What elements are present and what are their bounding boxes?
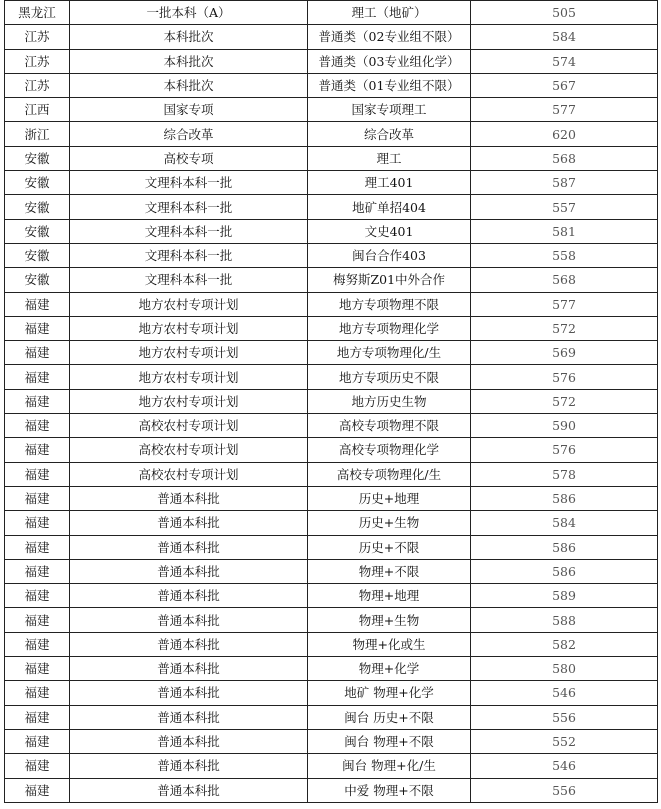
province-cell: 安徽 (5, 219, 70, 243)
score-cell: 546 (471, 681, 658, 705)
table-row (5, 414, 658, 438)
province-cell: 江苏 (5, 49, 70, 73)
category-cell: 高校专项物理不限 (308, 414, 471, 438)
score-cell: 578 (471, 462, 658, 486)
score-cell: 590 (471, 414, 658, 438)
admission-score-table (4, 0, 658, 803)
batch-cell: 文理科本科一批 (70, 268, 308, 292)
batch-cell: 普通本科批 (70, 559, 308, 583)
category-cell: 地方历史生物 (308, 389, 471, 413)
score-cell: 569 (471, 341, 658, 365)
score-cell: 568 (471, 268, 658, 292)
province-cell: 安徽 (5, 243, 70, 267)
category-cell: 国家专项理工 (308, 98, 471, 122)
score-cell: 505 (471, 1, 658, 25)
table-row (5, 171, 658, 195)
category-cell: 综合改革 (308, 122, 471, 146)
score-cell: 568 (471, 146, 658, 170)
province-cell: 福建 (5, 729, 70, 753)
batch-cell: 一批本科（A） (70, 1, 308, 25)
table-row (5, 98, 658, 122)
table-row (5, 608, 658, 632)
category-cell: 梅努斯Z01中外合作 (308, 268, 471, 292)
province-cell: 福建 (5, 389, 70, 413)
table-row (5, 584, 658, 608)
category-cell: 文史401 (308, 219, 471, 243)
category-cell: 普通类（03专业组化学） (308, 49, 471, 73)
category-cell: 理工（地矿） (308, 1, 471, 25)
category-cell: 闽台 历史+不限 (308, 705, 471, 729)
table-row (5, 486, 658, 510)
table-row (5, 316, 658, 340)
table-row (5, 146, 658, 170)
category-cell: 地方专项物理化学 (308, 316, 471, 340)
score-cell: 587 (471, 171, 658, 195)
table-row (5, 754, 658, 778)
province-cell: 江苏 (5, 25, 70, 49)
score-cell: 582 (471, 632, 658, 656)
table-row (5, 268, 658, 292)
batch-cell: 普通本科批 (70, 486, 308, 510)
category-cell: 物理+生物 (308, 608, 471, 632)
score-cell: 580 (471, 657, 658, 681)
province-cell: 安徽 (5, 171, 70, 195)
category-cell: 理工401 (308, 171, 471, 195)
province-cell: 福建 (5, 535, 70, 559)
category-cell: 物理+不限 (308, 559, 471, 583)
province-cell: 浙江 (5, 122, 70, 146)
category-cell: 历史+生物 (308, 511, 471, 535)
batch-cell: 普通本科批 (70, 632, 308, 656)
table-row (5, 25, 658, 49)
category-cell: 普通类（01专业组不限） (308, 73, 471, 97)
province-cell: 江西 (5, 98, 70, 122)
batch-cell: 文理科本科一批 (70, 195, 308, 219)
table-row (5, 122, 658, 146)
batch-cell: 地方农村专项计划 (70, 341, 308, 365)
batch-cell: 地方农村专项计划 (70, 389, 308, 413)
score-cell: 576 (471, 365, 658, 389)
table-row (5, 657, 658, 681)
batch-cell: 高校专项 (70, 146, 308, 170)
province-cell: 福建 (5, 681, 70, 705)
table-row (5, 1, 658, 25)
category-cell: 闽台合作403 (308, 243, 471, 267)
batch-cell: 地方农村专项计划 (70, 365, 308, 389)
category-cell: 地方专项历史不限 (308, 365, 471, 389)
score-cell: 546 (471, 754, 658, 778)
batch-cell: 普通本科批 (70, 754, 308, 778)
batch-cell: 地方农村专项计划 (70, 292, 308, 316)
province-cell: 福建 (5, 316, 70, 340)
province-cell: 福建 (5, 365, 70, 389)
table-row (5, 681, 658, 705)
category-cell: 高校专项物理化/生 (308, 462, 471, 486)
batch-cell: 普通本科批 (70, 778, 308, 802)
score-cell: 552 (471, 729, 658, 753)
category-cell: 地方专项物理不限 (308, 292, 471, 316)
score-cell: 584 (471, 511, 658, 535)
province-cell: 安徽 (5, 146, 70, 170)
batch-cell: 普通本科批 (70, 681, 308, 705)
table-row (5, 559, 658, 583)
batch-cell: 普通本科批 (70, 535, 308, 559)
province-cell: 福建 (5, 292, 70, 316)
province-cell: 江苏 (5, 73, 70, 97)
score-cell: 556 (471, 778, 658, 802)
score-cell: 589 (471, 584, 658, 608)
batch-cell: 普通本科批 (70, 729, 308, 753)
province-cell: 福建 (5, 486, 70, 510)
score-cell: 577 (471, 292, 658, 316)
batch-cell: 高校农村专项计划 (70, 462, 308, 486)
batch-cell: 普通本科批 (70, 657, 308, 681)
table-row (5, 389, 658, 413)
province-cell: 福建 (5, 414, 70, 438)
batch-cell: 普通本科批 (70, 705, 308, 729)
category-cell: 理工 (308, 146, 471, 170)
category-cell: 历史+不限 (308, 535, 471, 559)
batch-cell: 普通本科批 (70, 584, 308, 608)
table-row (5, 341, 658, 365)
table-row (5, 729, 658, 753)
score-cell: 576 (471, 438, 658, 462)
batch-cell: 本科批次 (70, 49, 308, 73)
batch-cell: 文理科本科一批 (70, 243, 308, 267)
score-cell: 581 (471, 219, 658, 243)
batch-cell: 普通本科批 (70, 511, 308, 535)
category-cell: 地矿单招404 (308, 195, 471, 219)
category-cell: 地矿 物理+化学 (308, 681, 471, 705)
province-cell: 福建 (5, 608, 70, 632)
category-cell: 物理+化学 (308, 657, 471, 681)
table-row (5, 49, 658, 73)
province-cell: 福建 (5, 341, 70, 365)
score-cell: 572 (471, 316, 658, 340)
province-cell: 福建 (5, 657, 70, 681)
category-cell: 闽台 物理+化/生 (308, 754, 471, 778)
score-cell: 584 (471, 25, 658, 49)
province-cell: 福建 (5, 584, 70, 608)
category-cell: 物理+地理 (308, 584, 471, 608)
province-cell: 福建 (5, 754, 70, 778)
table-row (5, 705, 658, 729)
province-cell: 福建 (5, 462, 70, 486)
score-cell: 574 (471, 49, 658, 73)
batch-cell: 综合改革 (70, 122, 308, 146)
table-row (5, 219, 658, 243)
table-row (5, 462, 658, 486)
category-cell: 普通类（02专业组不限） (308, 25, 471, 49)
table-row (5, 73, 658, 97)
score-cell: 577 (471, 98, 658, 122)
score-cell: 567 (471, 73, 658, 97)
table-body (5, 1, 658, 803)
batch-cell: 高校农村专项计划 (70, 438, 308, 462)
batch-cell: 文理科本科一批 (70, 219, 308, 243)
table-row (5, 535, 658, 559)
category-cell: 中爱 物理+不限 (308, 778, 471, 802)
score-cell: 558 (471, 243, 658, 267)
category-cell: 历史+地理 (308, 486, 471, 510)
province-cell: 安徽 (5, 195, 70, 219)
table-row (5, 511, 658, 535)
category-cell: 物理+化或生 (308, 632, 471, 656)
score-cell: 572 (471, 389, 658, 413)
table-row (5, 243, 658, 267)
table-row (5, 195, 658, 219)
batch-cell: 本科批次 (70, 73, 308, 97)
province-cell: 福建 (5, 778, 70, 802)
category-cell: 高校专项物理化学 (308, 438, 471, 462)
score-cell: 556 (471, 705, 658, 729)
batch-cell: 普通本科批 (70, 608, 308, 632)
table-row (5, 632, 658, 656)
score-cell: 586 (471, 535, 658, 559)
batch-cell: 高校农村专项计划 (70, 414, 308, 438)
batch-cell: 国家专项 (70, 98, 308, 122)
table-row (5, 438, 658, 462)
province-cell: 黑龙江 (5, 1, 70, 25)
province-cell: 福建 (5, 559, 70, 583)
score-cell: 588 (471, 608, 658, 632)
province-cell: 福建 (5, 705, 70, 729)
batch-cell: 地方农村专项计划 (70, 316, 308, 340)
batch-cell: 文理科本科一批 (70, 171, 308, 195)
score-cell: 557 (471, 195, 658, 219)
score-cell: 620 (471, 122, 658, 146)
table-row (5, 365, 658, 389)
province-cell: 福建 (5, 511, 70, 535)
province-cell: 福建 (5, 632, 70, 656)
table-row (5, 292, 658, 316)
category-cell: 地方专项物理化/生 (308, 341, 471, 365)
score-cell: 586 (471, 486, 658, 510)
batch-cell: 本科批次 (70, 25, 308, 49)
table-row (5, 778, 658, 802)
province-cell: 安徽 (5, 268, 70, 292)
category-cell: 闽台 物理+不限 (308, 729, 471, 753)
score-cell: 586 (471, 559, 658, 583)
province-cell: 福建 (5, 438, 70, 462)
